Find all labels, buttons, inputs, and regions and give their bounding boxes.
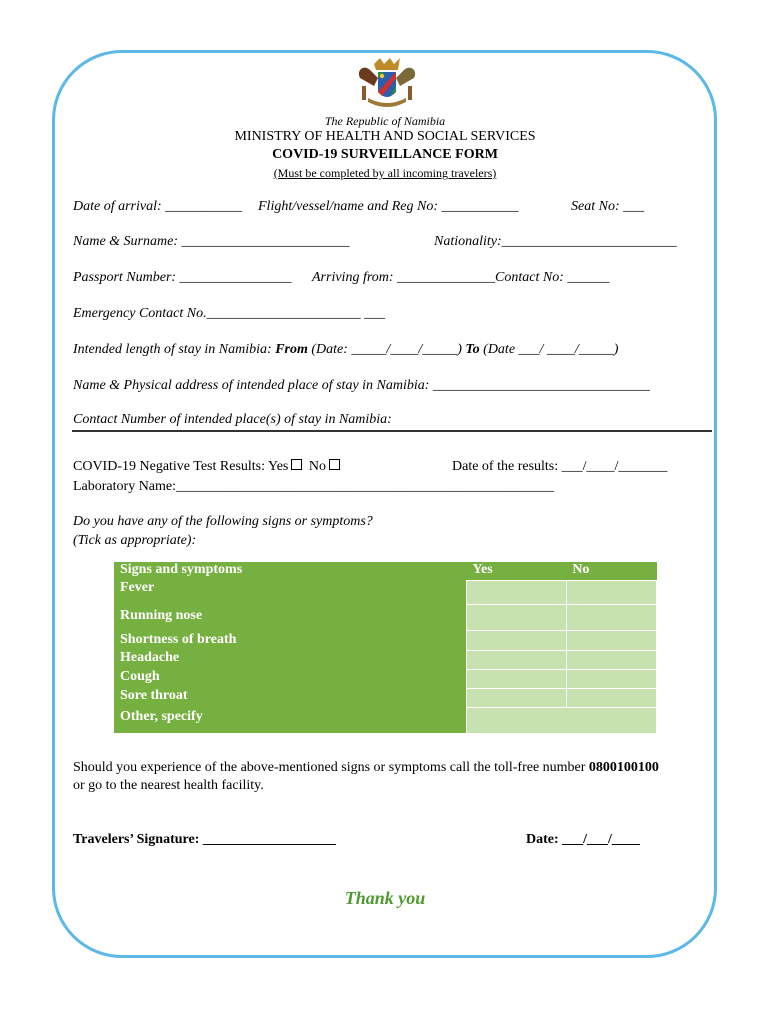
symptoms-table [114, 562, 657, 734]
cough-yes-cell[interactable] [467, 669, 567, 688]
test-no-label: No [308, 459, 326, 474]
table-row [114, 707, 657, 733]
flight-field[interactable]: Flight/vessel/name and Reg No: ___________ [258, 199, 519, 214]
test-results-label: COVID-19 Negative Test Results: Yes [73, 459, 289, 474]
table-row [114, 630, 657, 650]
name-field[interactable]: Name & Surname: ________________________ [73, 234, 350, 249]
stay-length-field[interactable] [73, 342, 618, 358]
fever-yes-cell[interactable] [467, 580, 567, 604]
symptom-label: Running nose [114, 604, 467, 630]
running-nose-yes-cell[interactable] [467, 604, 567, 630]
table-row [114, 650, 657, 669]
headache-yes-cell[interactable] [467, 650, 567, 669]
date-of-arrival-field[interactable]: Date of arrival: ___________ [73, 199, 243, 214]
seat-field[interactable]: Seat No: ___ [571, 199, 645, 214]
nationality-field[interactable]: Nationality:_________________________ [434, 234, 677, 249]
symptom-label: Cough [114, 669, 467, 688]
header-yes: Yes [467, 562, 567, 580]
other-specify-cell[interactable] [467, 707, 657, 733]
test-no-checkbox[interactable] [329, 459, 340, 470]
symptom-label: Other, specify [114, 707, 467, 733]
contact-place-field[interactable]: Contact Number of intended place(s) of stay in Namibia: [73, 412, 392, 427]
toll-free-number: 0800100100 [588, 760, 659, 775]
laboratory-field[interactable]: Laboratory Name:______________________________________________________ [73, 479, 555, 494]
fever-no-cell[interactable] [566, 580, 656, 604]
running-nose-no-cell[interactable] [566, 604, 656, 630]
sore-throat-no-cell[interactable] [566, 688, 656, 707]
emergency-contact-field[interactable]: Emergency Contact No.______________________ ___ [73, 306, 386, 321]
form-title: COVID-19 SURVEILLANCE FORM [272, 147, 498, 162]
symptom-label: Sore throat [114, 688, 467, 707]
republic-text: The Republic of Namibia [324, 114, 446, 128]
thank-you-text: Thank you [344, 888, 426, 908]
stay-prefix: Intended length of stay in Namibia: [73, 342, 276, 357]
passport-field[interactable]: Passport Number: ________________ [73, 270, 292, 285]
section-divider [72, 430, 712, 432]
test-results-row [73, 459, 343, 475]
namibia-coat-of-arms-icon [354, 56, 420, 112]
stay-from: From [275, 342, 308, 357]
headache-no-cell[interactable] [566, 650, 656, 669]
symptom-label: Shortness of breath [114, 630, 467, 650]
shortness-no-cell[interactable] [566, 630, 656, 650]
cough-no-cell[interactable] [566, 669, 656, 688]
signature-field[interactable]: Travelers’ Signature: ___________________ [73, 832, 336, 847]
table-row [114, 604, 657, 630]
table-header-row [114, 562, 657, 580]
advice-line-2: or go to the nearest health facility. [73, 778, 264, 793]
table-row [114, 669, 657, 688]
stay-suffix: (Date ___/ ____/_____) [479, 342, 619, 357]
stay-to: To [465, 342, 480, 357]
ministry-title: MINISTRY OF HEALTH AND SOCIAL SERVICES [234, 129, 536, 144]
test-yes-checkbox[interactable] [291, 459, 302, 470]
header-signs: Signs and symptoms [114, 562, 467, 580]
advice-line-1 [73, 760, 659, 776]
symptoms-question: Do you have any of the following signs or symptoms? [73, 514, 373, 529]
table-row [114, 688, 657, 707]
table-row [114, 580, 657, 604]
form-border [52, 50, 717, 958]
address-field[interactable]: Name & Physical address of intended place of stay in Namibia: _______________________________ [73, 378, 650, 393]
instruction-text: (Must be completed by all incoming travelers) [273, 166, 497, 180]
tick-instruction: (Tick as appropriate): [73, 533, 197, 548]
advice-text: Should you experience of the above-mentioned signs or symptoms call the toll-free number [73, 760, 589, 775]
signature-date-field[interactable]: Date: ___/___/____ [526, 832, 640, 847]
header-no: No [566, 562, 656, 580]
sore-throat-yes-cell[interactable] [467, 688, 567, 707]
arriving-from-field[interactable]: Arriving from: ______________Contact No: ______ [312, 270, 610, 285]
shortness-yes-cell[interactable] [467, 630, 567, 650]
symptom-label: Headache [114, 650, 467, 669]
test-date-field[interactable]: Date of the results: ___/____/_______ [452, 459, 668, 474]
stay-middle: (Date: _____/____/_____) [307, 342, 466, 357]
symptom-label: Fever [114, 580, 467, 604]
